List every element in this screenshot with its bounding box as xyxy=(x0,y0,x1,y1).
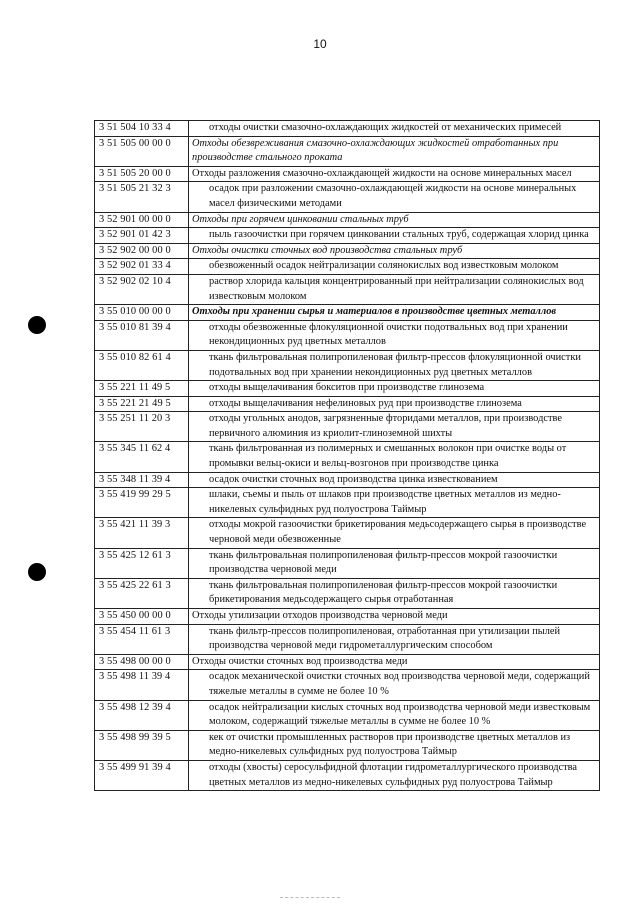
table-row xyxy=(95,228,600,244)
table-row xyxy=(95,654,600,670)
waste-description-cell: Отходы при хранении сырья и материалов в производстве цветных металлов xyxy=(189,305,600,321)
waste-description-cell: отходы очистки смазочно-охлаждающих жидкостей от механических примесей xyxy=(189,121,600,137)
waste-code-cell: 3 52 902 01 33 4 xyxy=(95,259,189,275)
waste-description-cell: Отходы очистки сточных вод производства меди xyxy=(189,654,600,670)
table-row xyxy=(95,136,600,166)
waste-description-cell: отходы выщелачивания нефелиновых руд при производстве глинозема xyxy=(189,396,600,412)
table-row xyxy=(95,442,600,472)
waste-code-cell: 3 55 498 00 00 0 xyxy=(95,654,189,670)
waste-code-cell: 3 55 498 11 39 4 xyxy=(95,670,189,700)
waste-code-cell: 3 52 902 00 00 0 xyxy=(95,243,189,259)
table-row xyxy=(95,730,600,760)
waste-code-cell: 3 55 425 12 61 3 xyxy=(95,548,189,578)
waste-description-cell: ткань фильтровальная полипропиленовая фильтр-прессов мокрой газоочистки производства черновой меди xyxy=(189,548,600,578)
waste-description-cell: ткань фильтрованная из полимерных и смешанных волокон при очистке воды от промывки вельц-окиси и вельц-возгонов при производстве цинка xyxy=(189,442,600,472)
table-row xyxy=(95,350,600,380)
waste-code-cell: 3 51 504 10 33 4 xyxy=(95,121,189,137)
waste-code-cell: 3 52 901 00 00 0 xyxy=(95,212,189,228)
waste-description-cell: шлаки, съемы и пыль от шлаков при производстве цветных металлов из медно-никелевых сульфидных руд полуострова Таймыр xyxy=(189,488,600,518)
waste-description-cell: ткань фильтровальная полипропиленовая фильтр-прессов флокуляционной очистки подотвальных вод при хранении некондиционных руд цветных металлов xyxy=(189,350,600,380)
table-row xyxy=(95,518,600,548)
waste-code-cell: 3 55 419 99 29 5 xyxy=(95,488,189,518)
punch-hole-mark xyxy=(28,563,46,581)
table-row xyxy=(95,412,600,442)
punch-hole-mark xyxy=(28,316,46,334)
waste-code-cell: 3 55 348 11 39 4 xyxy=(95,472,189,488)
waste-code-table xyxy=(94,120,600,791)
waste-description-cell: осадок при разложении смазочно-охлаждающей жидкости на основе минеральных масел физическими методами xyxy=(189,182,600,212)
table-row xyxy=(95,700,600,730)
table-row xyxy=(95,243,600,259)
waste-description-cell: отходы выщелачивания бокситов при производстве глинозема xyxy=(189,381,600,397)
table-row xyxy=(95,274,600,304)
table-row xyxy=(95,166,600,182)
waste-description-cell: Отходы обезвреживания смазочно-охлаждающих жидкостей отработанных при производстве стального проката xyxy=(189,136,600,166)
scan-edge-mark xyxy=(280,897,340,899)
waste-description-cell: осадок очистки сточных вод производства цинка известкованием xyxy=(189,472,600,488)
waste-code-cell: 3 55 454 11 61 3 xyxy=(95,624,189,654)
waste-description-cell: осадок нейтрализации кислых сточных вод производства черновой меди известковым молоком, содержащий тяжелые металлы в сумме не более 10 % xyxy=(189,700,600,730)
table-row xyxy=(95,609,600,625)
waste-code-cell: 3 52 901 01 42 3 xyxy=(95,228,189,244)
waste-description-cell: отходы мокрой газоочистки брикетирования медьсодержащего сырья в производстве черновой меди обезвоженные xyxy=(189,518,600,548)
table-row xyxy=(95,320,600,350)
waste-description-cell: ткань фильтровальная полипропиленовая фильтр-прессов мокрой газоочистки брикетирования медьсодержащего сырья отработанная xyxy=(189,578,600,608)
table-row xyxy=(95,305,600,321)
table-row xyxy=(95,121,600,137)
waste-code-cell: 3 55 010 81 39 4 xyxy=(95,320,189,350)
waste-code-cell: 3 51 505 20 00 0 xyxy=(95,166,189,182)
waste-code-cell: 3 55 251 11 20 3 xyxy=(95,412,189,442)
waste-code-cell: 3 51 505 21 32 3 xyxy=(95,182,189,212)
waste-description-cell: пыль газоочистки при горячем цинковании стальных труб, содержащая хлорид цинка xyxy=(189,228,600,244)
waste-description-cell: кек от очистки промышленных растворов при производстве цветных металлов из медно-никелевых сульфидных руд полуострова Таймыр xyxy=(189,730,600,760)
waste-code-cell: 3 55 221 21 49 5 xyxy=(95,396,189,412)
table-row xyxy=(95,624,600,654)
table-row xyxy=(95,212,600,228)
table-row xyxy=(95,670,600,700)
page-number: 10 xyxy=(313,37,327,51)
waste-description-cell: осадок механической очистки сточных вод производства черновой меди, содержащий тяжелые металлы в сумме не более 10 % xyxy=(189,670,600,700)
table-row xyxy=(95,578,600,608)
waste-description-cell: обезвоженный осадок нейтрализации солянокислых вод известковым молоком xyxy=(189,259,600,275)
table-row xyxy=(95,396,600,412)
waste-code-cell: 3 55 010 00 00 0 xyxy=(95,305,189,321)
waste-code-cell: 3 55 345 11 62 4 xyxy=(95,442,189,472)
waste-code-cell: 3 55 425 22 61 3 xyxy=(95,578,189,608)
waste-description-cell: Отходы утилизации отходов производства черновой меди xyxy=(189,609,600,625)
waste-description-cell: отходы (хвосты) серосульфидной флотации гидрометаллургического производства цветных металлов из медно-никелевых сульфидных руд полуострова Таймыр xyxy=(189,760,600,790)
waste-description-cell: раствор хлорида кальция концентрированный при нейтрализации солянокислых вод известковым молоком xyxy=(189,274,600,304)
waste-description-cell: отходы обезвоженные флокуляционной очистки подотвальных вод при хранении некондиционных руд цветных металлов xyxy=(189,320,600,350)
table-row xyxy=(95,381,600,397)
waste-description-cell: отходы угольных анодов, загрязненные фторидами металлов, при производстве первичного алюминия из криолит-глиноземной шихты xyxy=(189,412,600,442)
waste-code-cell: 3 55 010 82 61 4 xyxy=(95,350,189,380)
waste-code-cell: 3 55 498 99 39 5 xyxy=(95,730,189,760)
waste-code-cell: 3 52 902 02 10 4 xyxy=(95,274,189,304)
waste-code-cell: 3 51 505 00 00 0 xyxy=(95,136,189,166)
waste-description-cell: ткань фильтр-прессов полипропиленовая, отработанная при утилизации пылей производства черновой меди гидрометаллургическим способом xyxy=(189,624,600,654)
table-row xyxy=(95,488,600,518)
waste-code-cell: 3 55 421 11 39 3 xyxy=(95,518,189,548)
waste-code-cell: 3 55 221 11 49 5 xyxy=(95,381,189,397)
table-row xyxy=(95,259,600,275)
waste-description-cell: Отходы очистки сточных вод производства стальных труб xyxy=(189,243,600,259)
waste-code-cell: 3 55 450 00 00 0 xyxy=(95,609,189,625)
waste-description-cell: Отходы при горячем цинковании стальных труб xyxy=(189,212,600,228)
table-row xyxy=(95,472,600,488)
table-row xyxy=(95,548,600,578)
waste-code-cell: 3 55 498 12 39 4 xyxy=(95,700,189,730)
waste-code-cell: 3 55 499 91 39 4 xyxy=(95,760,189,790)
table-row xyxy=(95,760,600,790)
waste-description-cell: Отходы разложения смазочно-охлаждающей жидкости на основе минеральных масел xyxy=(189,166,600,182)
table-row xyxy=(95,182,600,212)
